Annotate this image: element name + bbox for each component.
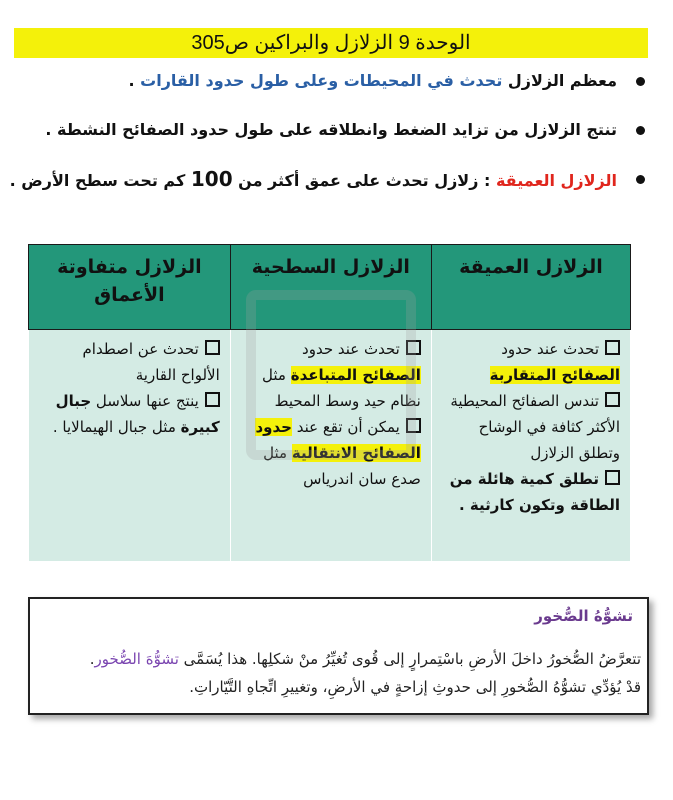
item-text: يمكن أن تقع عند <box>291 418 400 436</box>
bold-text: جبال كبيرة <box>55 392 220 436</box>
checkbox-icon <box>205 392 220 407</box>
bullet-dot-icon <box>636 77 645 86</box>
rock-deformation-box <box>28 597 649 715</box>
header-shallow: الزلازل السطحية <box>230 245 431 330</box>
bullet-text: تنتج الزلازل من تزايد الضغط وانطلاقه على طول حدود الصفائح النشطة . <box>45 120 617 139</box>
bullet-number: 100 <box>190 167 233 191</box>
header-deep: الزلازل العميقة <box>431 245 630 330</box>
item-text: تندس الصفائح المحيطية الأكثر كثافة في الوشاح وتطلق الزلازل <box>450 392 620 462</box>
watermark-logo <box>246 290 416 460</box>
unit-title: الوحدة 9 الزلازل والبراكين ص305 <box>14 28 648 58</box>
box-text <box>36 645 641 701</box>
bullet-list <box>9 70 645 219</box>
box-term: تشوُّهَ الصُّخور <box>94 650 179 668</box>
bold-text: تطلق كمية هائلة من الطاقة وتكون كارثية . <box>449 470 620 514</box>
item-text-end: مثل جبال الهيمالايا . <box>52 418 181 436</box>
highlight-text: الصفائح المتباعدة <box>290 366 421 384</box>
box-title: تشوُّهُ الصُّخور <box>534 607 633 625</box>
header-varied: الزلازل متفاوتة الأعماق <box>29 245 231 330</box>
box-line-end: . <box>89 650 95 668</box>
box-line-text: تتعرَّضُ الصُّخورُ داخلَ الأرضِ باسْتِمرارٍ إلى قُوى تُغيِّرُ منْ شكلِها. هذا يُسَمَّى <box>178 650 641 668</box>
highlight-text: حدود الصفائح الانتقالية <box>255 418 421 462</box>
checkbox-icon <box>605 470 620 485</box>
item-text: تحدث عند حدود <box>501 340 599 358</box>
box-line: قدْ يُؤدِّي تشوُّهُ الصُّخورِ إلى حدوثِ إزاحةٍ في الأرضِ، وتغييرِ اتِّجاهِ التَّيّاراتِ. <box>189 678 641 696</box>
list-item <box>39 336 220 388</box>
list-item <box>442 336 620 388</box>
item-text-end: مثل نظام حيد وسط المحيط <box>262 366 421 410</box>
bullet-dot-icon <box>636 126 645 135</box>
bullet-item <box>20 119 645 141</box>
item-text: ينتج عنها سلاسل <box>91 392 199 410</box>
bullet-separator: : <box>478 171 496 190</box>
checkbox-icon <box>605 340 620 355</box>
cell-varied <box>29 330 231 562</box>
bullet-text-end: كم تحت سطح الأرض . <box>9 171 191 190</box>
bullet-emphasis: تحدث في المحيطات وعلى طول حدود القارات <box>140 71 503 90</box>
bullet-text-end: . <box>128 71 141 90</box>
item-text: تحدث عن اصطدام الألواح القارية <box>82 340 220 384</box>
bullet-label: الزلازل العميقة <box>495 171 617 190</box>
list-item <box>39 388 220 440</box>
checkbox-icon <box>205 340 220 355</box>
cell-deep <box>431 330 630 562</box>
list-item <box>442 388 620 466</box>
bullet-item <box>20 70 645 92</box>
highlight-text: الصفائح المتقاربة <box>489 366 620 384</box>
bullet-text: زلازل تحدث على عمق أكثر من <box>232 171 479 190</box>
box-line <box>36 645 641 673</box>
list-item <box>442 466 620 518</box>
bullet-text: معظم الزلازل <box>502 71 617 90</box>
bullet-item <box>9 167 645 192</box>
bullet-dot-icon <box>636 175 645 184</box>
item-text-end: مثل صدع سان اندرياس <box>263 444 421 488</box>
checkbox-icon <box>605 392 620 407</box>
item-text: تحدث عند حدود <box>302 340 400 358</box>
